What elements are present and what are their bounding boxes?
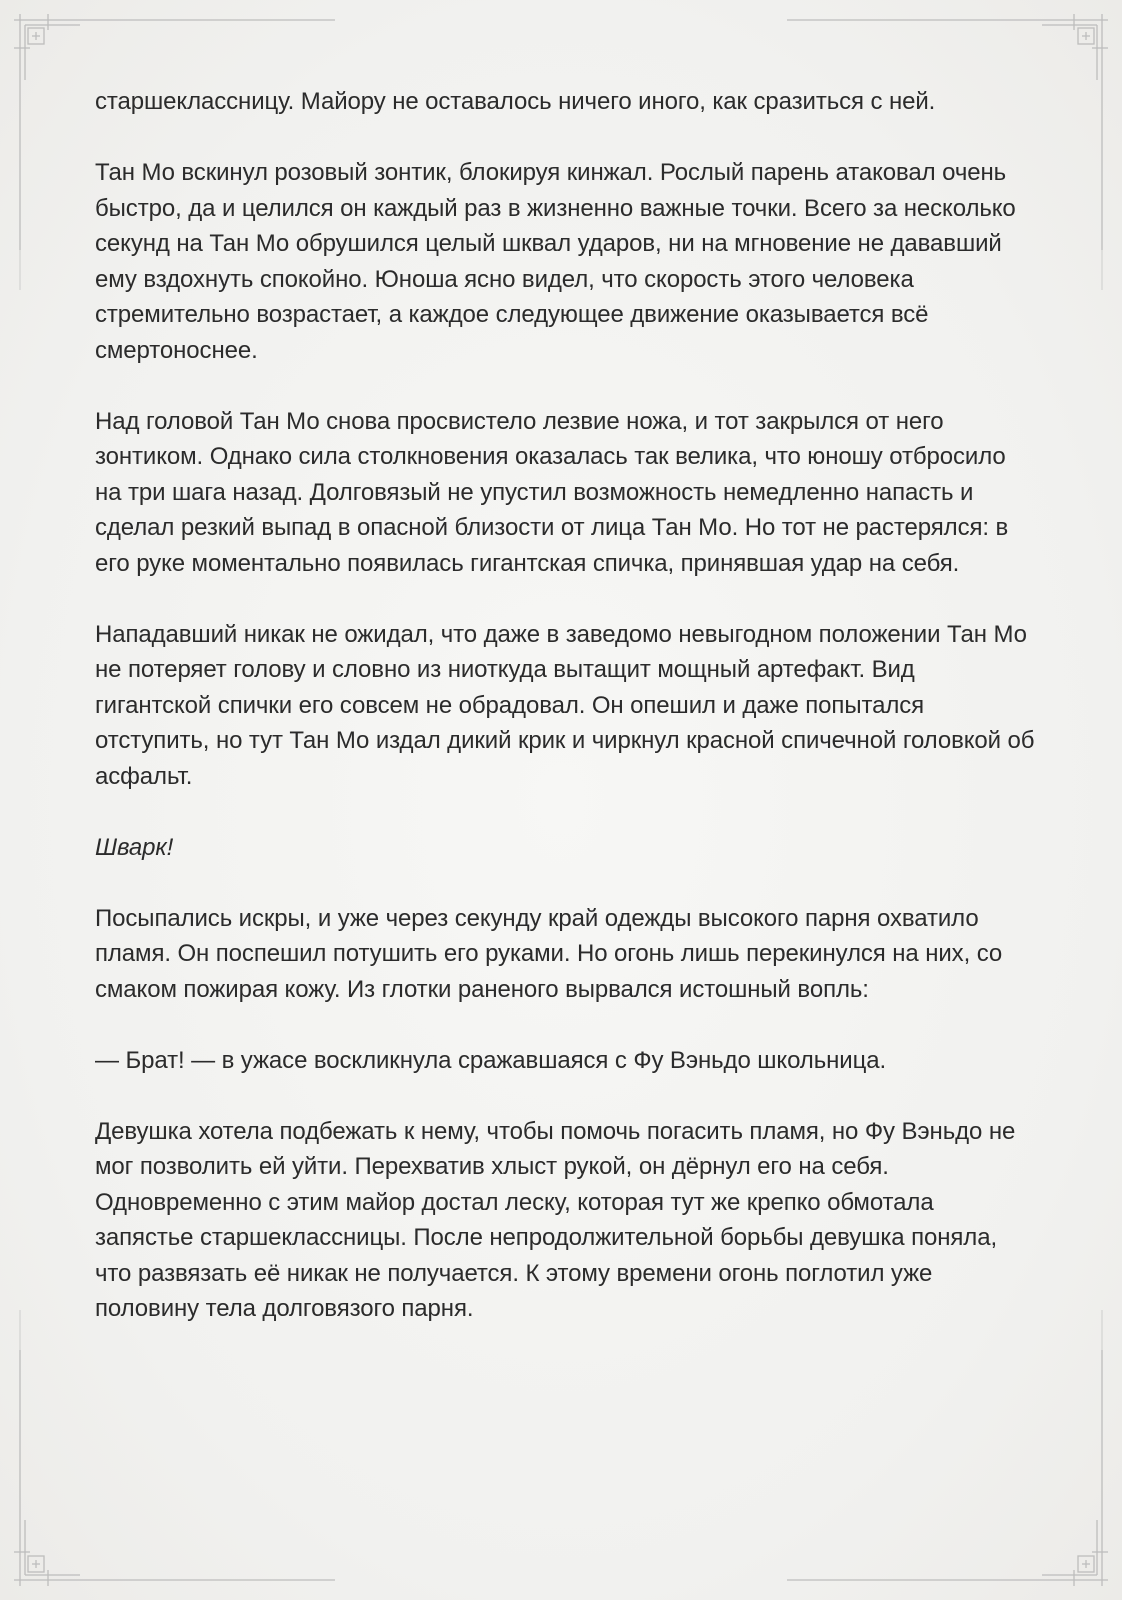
paragraph-dialogue: — Брат! — в ужасе воскликнула сражавшаяся с Фу Вэньдо школьница. (95, 1046, 887, 1074)
paragraph: Девушка хотела подбежать к нему, чтобы помочь погасить пламя, но Фу Вэньдо не мог позволить ей уйти. Перехватив хлыст рукой, он дёрнул его на себя. Одновременно с этим майор достал леску, которая тут же крепко обмотала запястье старшеклассницы. После непродолжительной борьбы девушка поняла, что развязать её никак не получается. К этому времени огонь поглотил уже половину тела долговязого парня. (95, 1117, 1016, 1322)
paragraph: Над головой Тан Мо снова просвистело лезвие ножа, и тот закрылся от него зонтиком. Однако сила столкновения оказалась так велика, что юношу отбросило на три шага назад. Долговязый не упустил возможность немедленно напасть и сделал резкий выпад в опасной близости от лица Тан Мо. Но тот не растерялся: в его руке моментально появилась гигантская спичка, принявшая удар на себя. (95, 407, 1009, 577)
paragraph: Нападавший никак не ожидал, что даже в заведомо невыгодном положении Тан Мо не потеряет голову и словно из ниоткуда вытащит мощный артефакт. Вид гигантской спички его совсем не обрадовал. Он опешил и даже попытался отступить, но тут Тан Мо издал дикий крик и чиркнул красной спичечной головкой об асфальт. (95, 620, 1035, 790)
paragraph: Тан Мо вскинул розовый зонтик, блокируя кинжал. Рослый парень атаковал очень быстро, да и целился он каждый раз в жизненно важные точки. Всего за несколько секунд на Тан Мо обрушился целый шквал ударов, ни на мгновение не дававший ему вздохнуть спокойно. Юноша ясно видел, что скорость этого человека стремительно возрастает, а каждое следующее движение оказывается всё смертоноснее. (95, 159, 1016, 364)
paragraph-onomatopoeia: Шварк! (95, 833, 174, 861)
document-body (95, 84, 1035, 1362)
paragraph: Посыпались искры, и уже через секунду край одежды высокого парня охватило пламя. Он поспешил потушить его руками. Но огонь лишь перекинулся на них, со смаком пожирая кожу. Из глотки раненого вырвался истошный вопль: (95, 904, 1003, 1003)
paragraph: старшеклассницу. Майору не оставалось ничего иного, как сразиться с ней. (95, 88, 936, 115)
